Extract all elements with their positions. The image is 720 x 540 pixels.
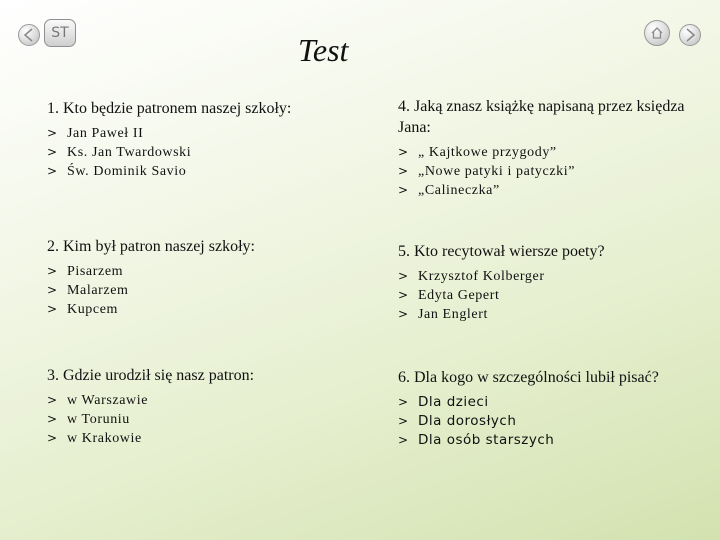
answer-option[interactable]: > Malarzem <box>47 283 129 298</box>
question-label: 4. Jaką znasz książkę napisaną przez księdza Jana: <box>398 98 685 136</box>
arrow-right-icon <box>683 28 697 42</box>
answer-option[interactable]: > Krzysztof Kolberger <box>398 269 545 284</box>
question-label: 2. Kim był patron naszej szkoły: <box>47 238 255 255</box>
answer-option[interactable]: > „ Kajtkowe przygody” <box>398 145 557 160</box>
answer-option[interactable]: > w Krakowie <box>47 431 142 446</box>
question-block-1 <box>47 98 347 181</box>
answer-option[interactable]: > Dla osób starszych <box>398 432 555 448</box>
answer-option[interactable]: > „Calineczka” <box>398 183 500 198</box>
answer-option[interactable]: > Kupcem <box>47 302 119 317</box>
answer-option[interactable]: > Ks. Jan Twardowski <box>47 145 192 160</box>
answer-option[interactable]: > Edyta Gepert <box>398 288 500 303</box>
question-block-4 <box>398 96 688 200</box>
question-label: 1. Kto będzie patronem naszej szkoły: <box>47 100 292 117</box>
answer-option[interactable]: > Jan Paweł II <box>47 126 144 141</box>
arrow-left-icon <box>22 28 36 42</box>
answer-option[interactable]: > w Warszawie <box>47 393 149 408</box>
answer-option[interactable]: > Św. Dominik Savio <box>47 164 187 179</box>
answer-option[interactable]: > Pisarzem <box>47 264 124 279</box>
answer-option[interactable]: > Dla dzieci <box>398 394 489 410</box>
question-block-2 <box>47 236 347 319</box>
question-label: 5. Kto recytował wiersze poety? <box>398 243 605 260</box>
home-icon <box>650 26 664 40</box>
back-button[interactable] <box>18 24 40 46</box>
question-label: 3. Gdzie urodził się nasz patron: <box>47 367 255 384</box>
question-label: 6. Dla kogo w szczególności lubił pisać? <box>398 369 659 386</box>
page-title: Test <box>298 32 349 68</box>
answer-option[interactable]: > „Nowe patyki i patyczki” <box>398 164 576 179</box>
logo <box>44 19 76 47</box>
question-block-5 <box>398 241 688 324</box>
answer-option[interactable]: > Dla dorosłych <box>398 413 517 429</box>
logo-text: ST <box>51 25 69 41</box>
question-block-3 <box>47 365 347 448</box>
home-button[interactable] <box>644 20 670 46</box>
answer-option[interactable]: > Jan Englert <box>398 307 488 322</box>
next-button[interactable] <box>679 24 701 46</box>
answer-option[interactable]: > w Toruniu <box>47 412 130 427</box>
question-block-6 <box>398 367 688 450</box>
